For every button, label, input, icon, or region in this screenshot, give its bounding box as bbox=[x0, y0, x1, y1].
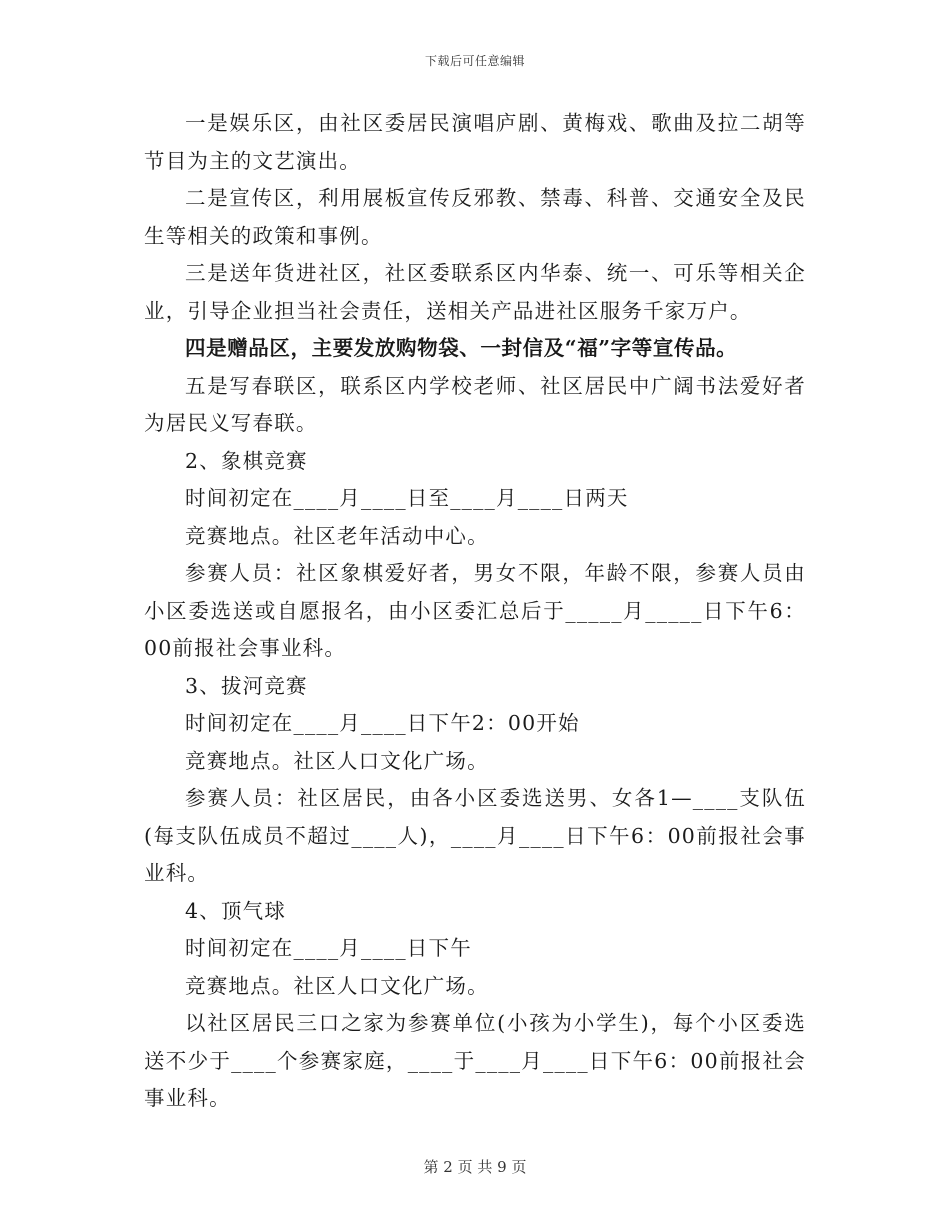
page-header-note: 下载后可任意编辑 bbox=[424, 54, 525, 68]
paragraph-new-year-goods: 三是送年货进社区，社区委联系区内华泰、统一、可乐等相关企业，引导企业担当社会责任，送相关产品进社区服务千家万户。 bbox=[144, 261, 806, 323]
paragraph-balloon-participants: 以社区居民三口之家为参赛单位(小孩为小学生)，每个小区委选送不少于____个参赛家庭，____于____月____日下午6：00前报社会事业科。 bbox=[144, 1011, 806, 1110]
paragraph-entertainment-zone: 一是娱乐区，由社区委居民演唱庐剧、黄梅戏、歌曲及拉二胡等节目为主的文艺演出。 bbox=[144, 111, 806, 173]
paragraph-chess-participants: 参赛人员：社区象棋爱好者，男女不限，年龄不限，参赛人员由小区委选送或自愿报名，由小区委汇总后于_____月_____日下午6：00前报社会事业科。 bbox=[144, 561, 806, 660]
paragraph-tug-participants: 参赛人员：社区居民，由各小区委选送男、女各1—____支队伍(每支队伍成员不超过____人)，____月____日下午6：00前报社会事业科。 bbox=[144, 786, 806, 885]
paragraph-gift-zone: 四是赠品区，主要发放购物袋、一封信及“福”字等宣传品。 bbox=[185, 336, 738, 360]
paragraph-chess-time: 时间初定在____月____日至____月____日两天 bbox=[185, 486, 629, 510]
heading-tug-of-war: 3、拔河竞赛 bbox=[185, 673, 308, 698]
paragraph-tug-venue: 竞赛地点。社区人口文化广场。 bbox=[185, 748, 489, 773]
paragraph-couplet-zone: 五是写春联区，联系区内学校老师、社区居民中广阔书法爱好者为居民义写春联。 bbox=[144, 373, 806, 435]
page-footer-number: 第 2 页 共 9 页 bbox=[423, 1158, 527, 1176]
heading-chess-contest: 2、象棋竞赛 bbox=[185, 448, 308, 473]
paragraph-chess-venue: 竞赛地点。社区老年活动中心。 bbox=[185, 523, 489, 548]
paragraph-publicity-zone: 二是宣传区，利用展板宣传反邪教、禁毒、科普、交通安全及民生等相关的政策和事例。 bbox=[144, 186, 806, 248]
heading-balloon-game: 4、顶气球 bbox=[185, 898, 287, 923]
document-body bbox=[144, 105, 806, 1118]
paragraph-tug-time: 时间初定在____月____日下午2：00开始 bbox=[185, 711, 580, 735]
paragraph-balloon-time: 时间初定在____月____日下午 bbox=[185, 936, 472, 960]
paragraph-balloon-venue: 竞赛地点。社区人口文化广场。 bbox=[185, 973, 489, 998]
